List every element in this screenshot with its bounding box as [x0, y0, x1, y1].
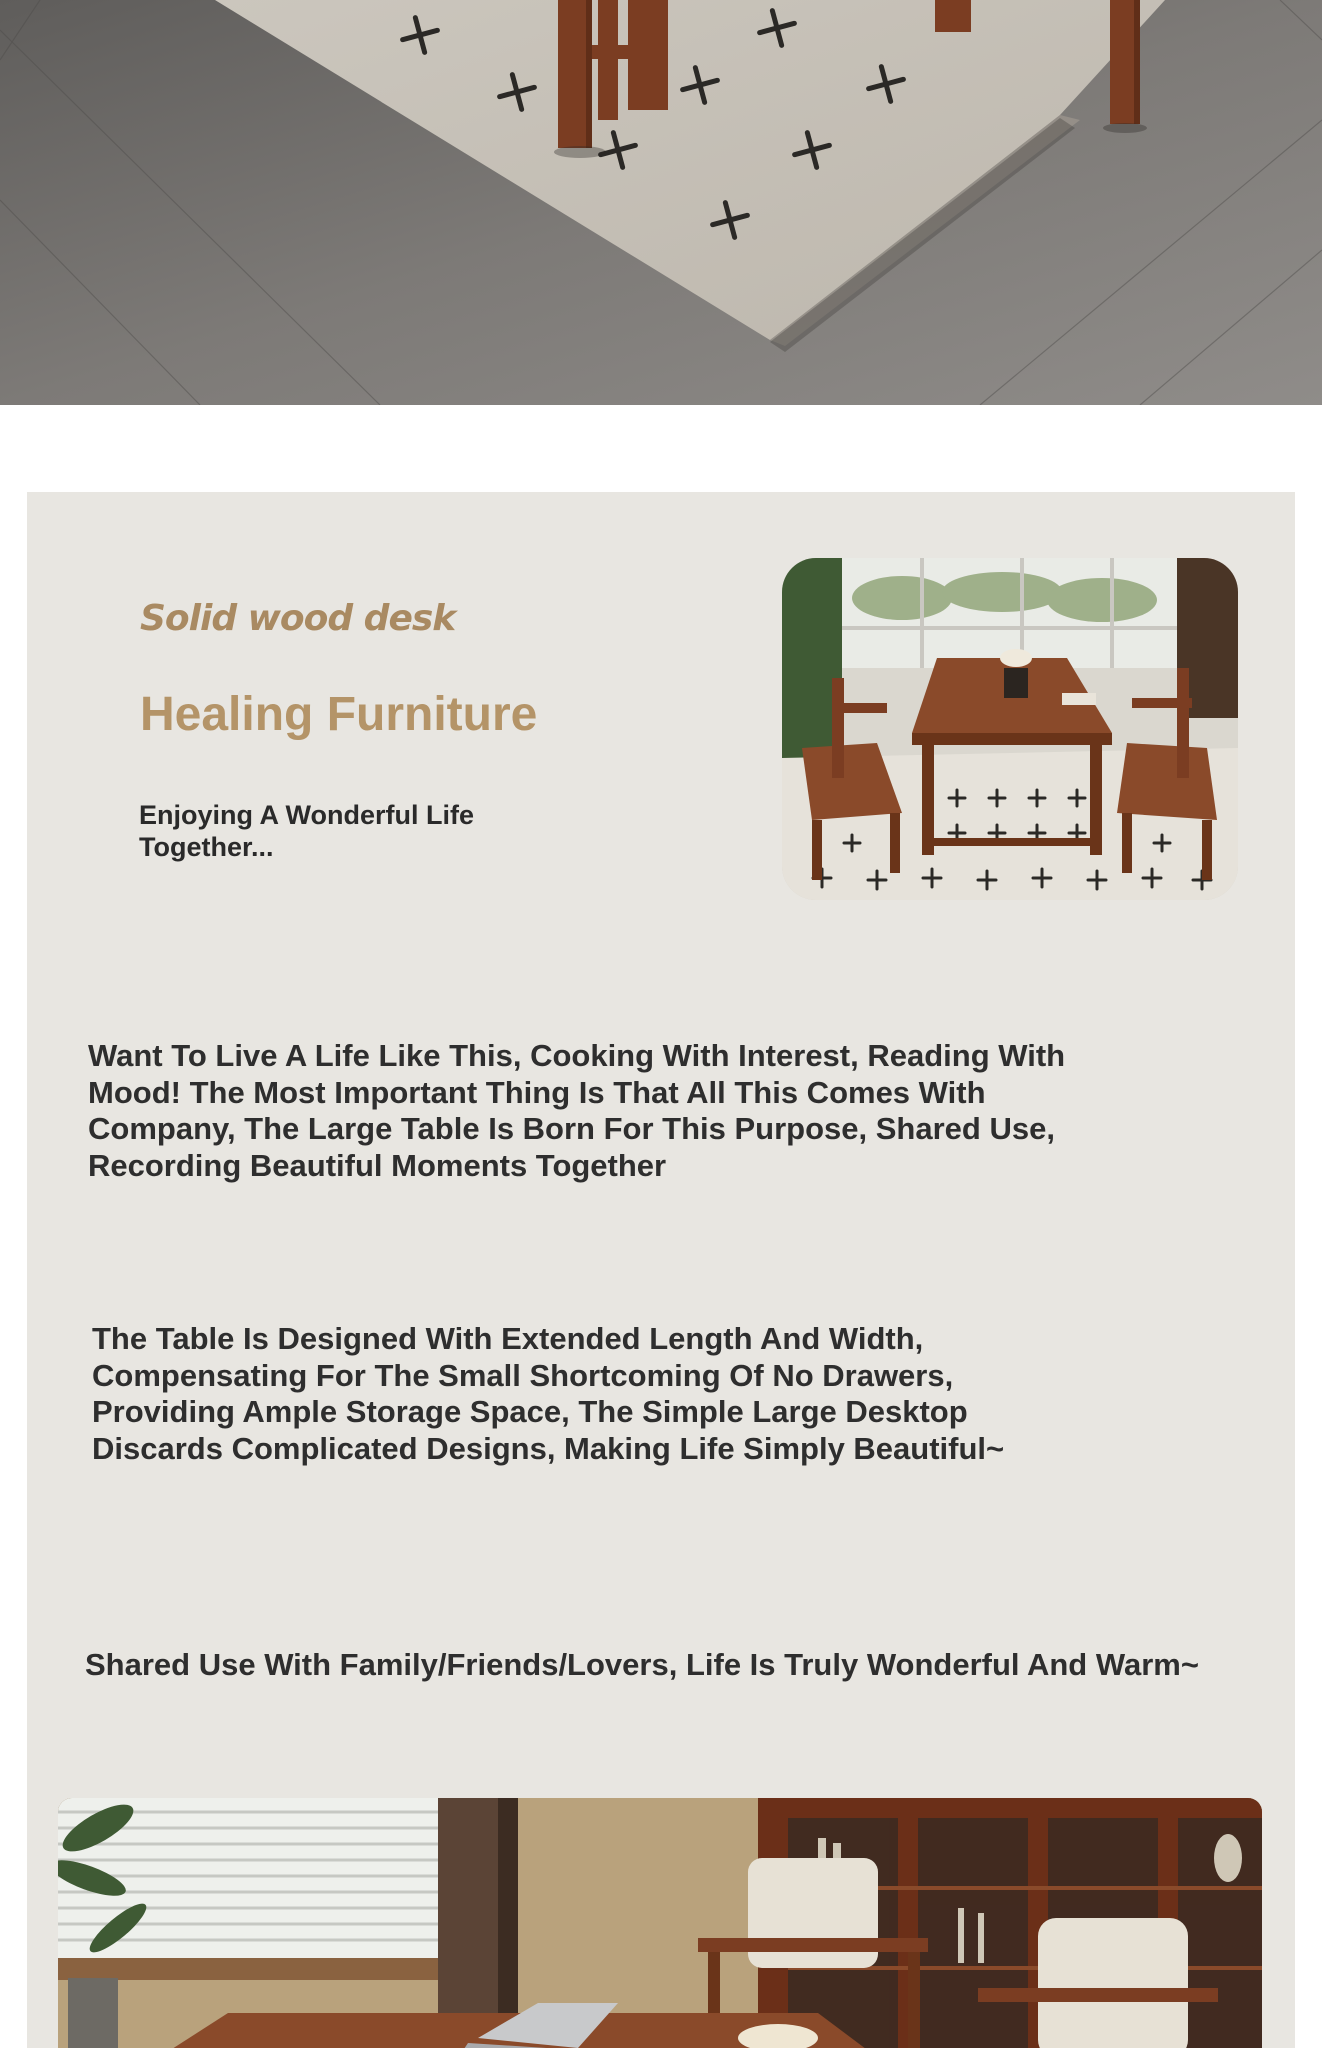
subtitle: Solid wood desk — [140, 598, 456, 639]
paragraph-design: The Table Is Designed With Extended Length And Width, Compensating For The Small Shortcoming Of No Drawers, Providing Ample Storage Space, The Simple Large Desktop Discards Complicated Designs, Making Life Simply Beautiful~ — [92, 1321, 1005, 1466]
page-title: Healing Furniture — [140, 688, 538, 741]
paragraph-lifestyle: Want To Live A Life Like This, Cooking With Interest, Reading With Mood! The Most Important Thing Is That All This Comes With Company, The Large Table Is Born For This Purpose, Shared Use, Recording Beautiful Moments Together — [88, 1038, 1066, 1183]
dining-room-photo-icon — [782, 558, 1238, 900]
study-room-photo-icon — [58, 1798, 1262, 2048]
tagline: Enjoying A Wonderful Life Together... — [139, 800, 474, 862]
paragraph-shared-use: Shared Use With Family/Friends/Lovers, Life Is Truly Wonderful And Warm~ — [85, 1647, 1199, 1682]
bottom-photo — [58, 1798, 1262, 2048]
inset-photo — [782, 558, 1238, 900]
content-panel — [27, 492, 1295, 2048]
hero-photo — [0, 0, 1322, 405]
rug-table-photo-icon — [0, 0, 1322, 405]
